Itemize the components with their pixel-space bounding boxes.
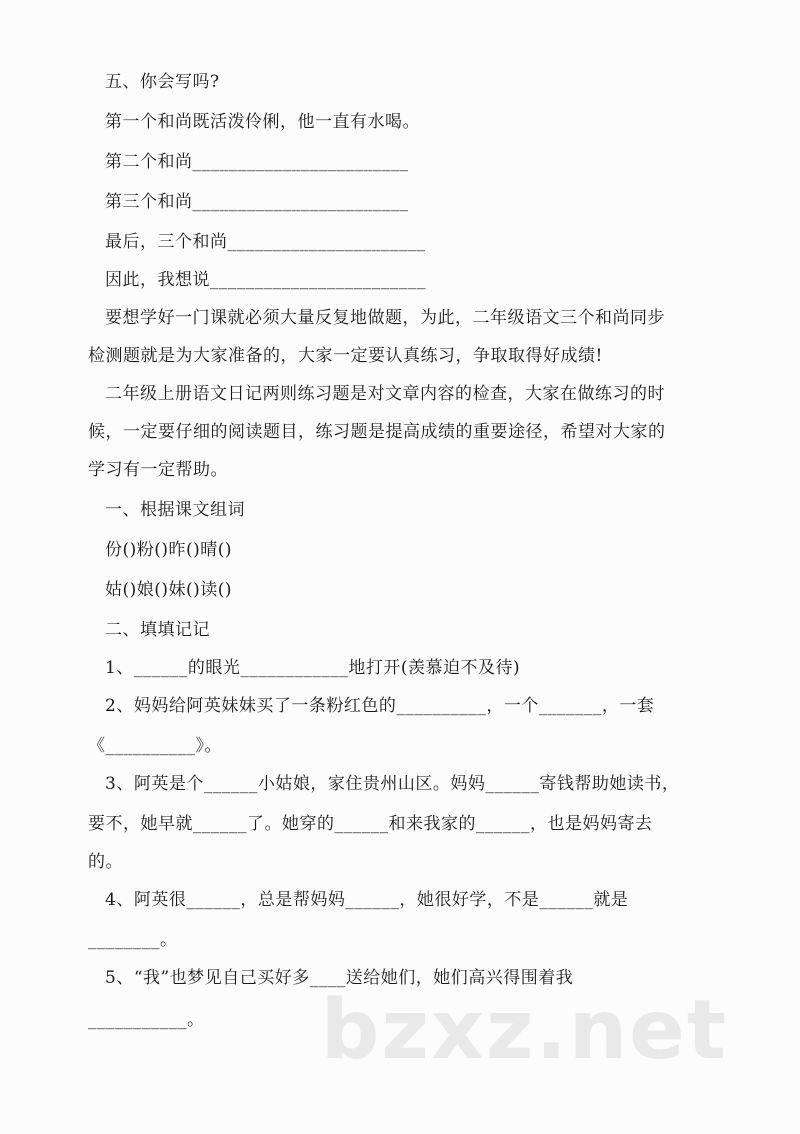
question-line: 1、______的眼光____________地打开(羡慕迫不及待) bbox=[105, 658, 521, 678]
paragraph-line: 要想学好一门课就必须大量反复地做题，为此，二年级语文三个和尚同步 bbox=[105, 308, 665, 328]
section-two-heading: 二、填填记记 bbox=[105, 620, 210, 640]
question-line: 《__________》。 bbox=[88, 736, 222, 756]
watermark-text: bzxz.net bbox=[320, 983, 728, 1078]
fill-line: 因此，我想说________________________ bbox=[105, 270, 426, 290]
question-line: 要不，她早就______了。她穿的______和来我家的______，也是妈妈寄去 bbox=[88, 814, 653, 834]
section-five-heading: 五、你会写吗? bbox=[105, 72, 220, 92]
paragraph-line: 二年级上册语文日记两则练习题是对文章内容的检查，大家在做练习的时 bbox=[105, 384, 665, 404]
question-line: 5、“我”也梦见自己买好多____送给她们，她们高兴得围着我 bbox=[105, 968, 574, 988]
question-line: 2、妈妈给阿英妹妹买了一条粉红色的__________，一个_______，一套 bbox=[105, 696, 655, 716]
paragraph-line: 学习有一定帮助。 bbox=[88, 460, 228, 480]
question-line: 4、阿英很______，总是帮妈妈______，她很好学，不是______就是 bbox=[105, 890, 629, 910]
fill-line: 第三个和尚________________________ bbox=[105, 192, 409, 212]
text-line: 第一个和尚既活泼伶俐，他一直有水喝。 bbox=[105, 112, 420, 132]
paragraph-line: 检测题就是为大家准备的，大家一定要认真练习，争取取得好成绩! bbox=[88, 346, 603, 366]
question-line: 3、阿英是个______小姑娘，家住贵州山区。妈妈______寄钱帮助她读书， bbox=[105, 774, 680, 794]
paragraph-line: 候，一定要仔细的阅读题目，练习题是提高成绩的重要途径，希望对大家的 bbox=[88, 422, 666, 442]
word-group-line: 份()粉()昨()晴() bbox=[105, 540, 233, 560]
fill-line: 第二个和尚________________________ bbox=[105, 152, 409, 172]
fill-line: 最后，三个和尚______________________ bbox=[105, 232, 426, 252]
question-line: ___________。 bbox=[88, 1010, 205, 1030]
question-line: 的。 bbox=[88, 852, 123, 872]
question-line: ________。 bbox=[88, 930, 178, 950]
word-group-line: 姑()娘()妹()读() bbox=[105, 580, 233, 600]
section-one-heading: 一、根据课文组词 bbox=[105, 500, 245, 520]
